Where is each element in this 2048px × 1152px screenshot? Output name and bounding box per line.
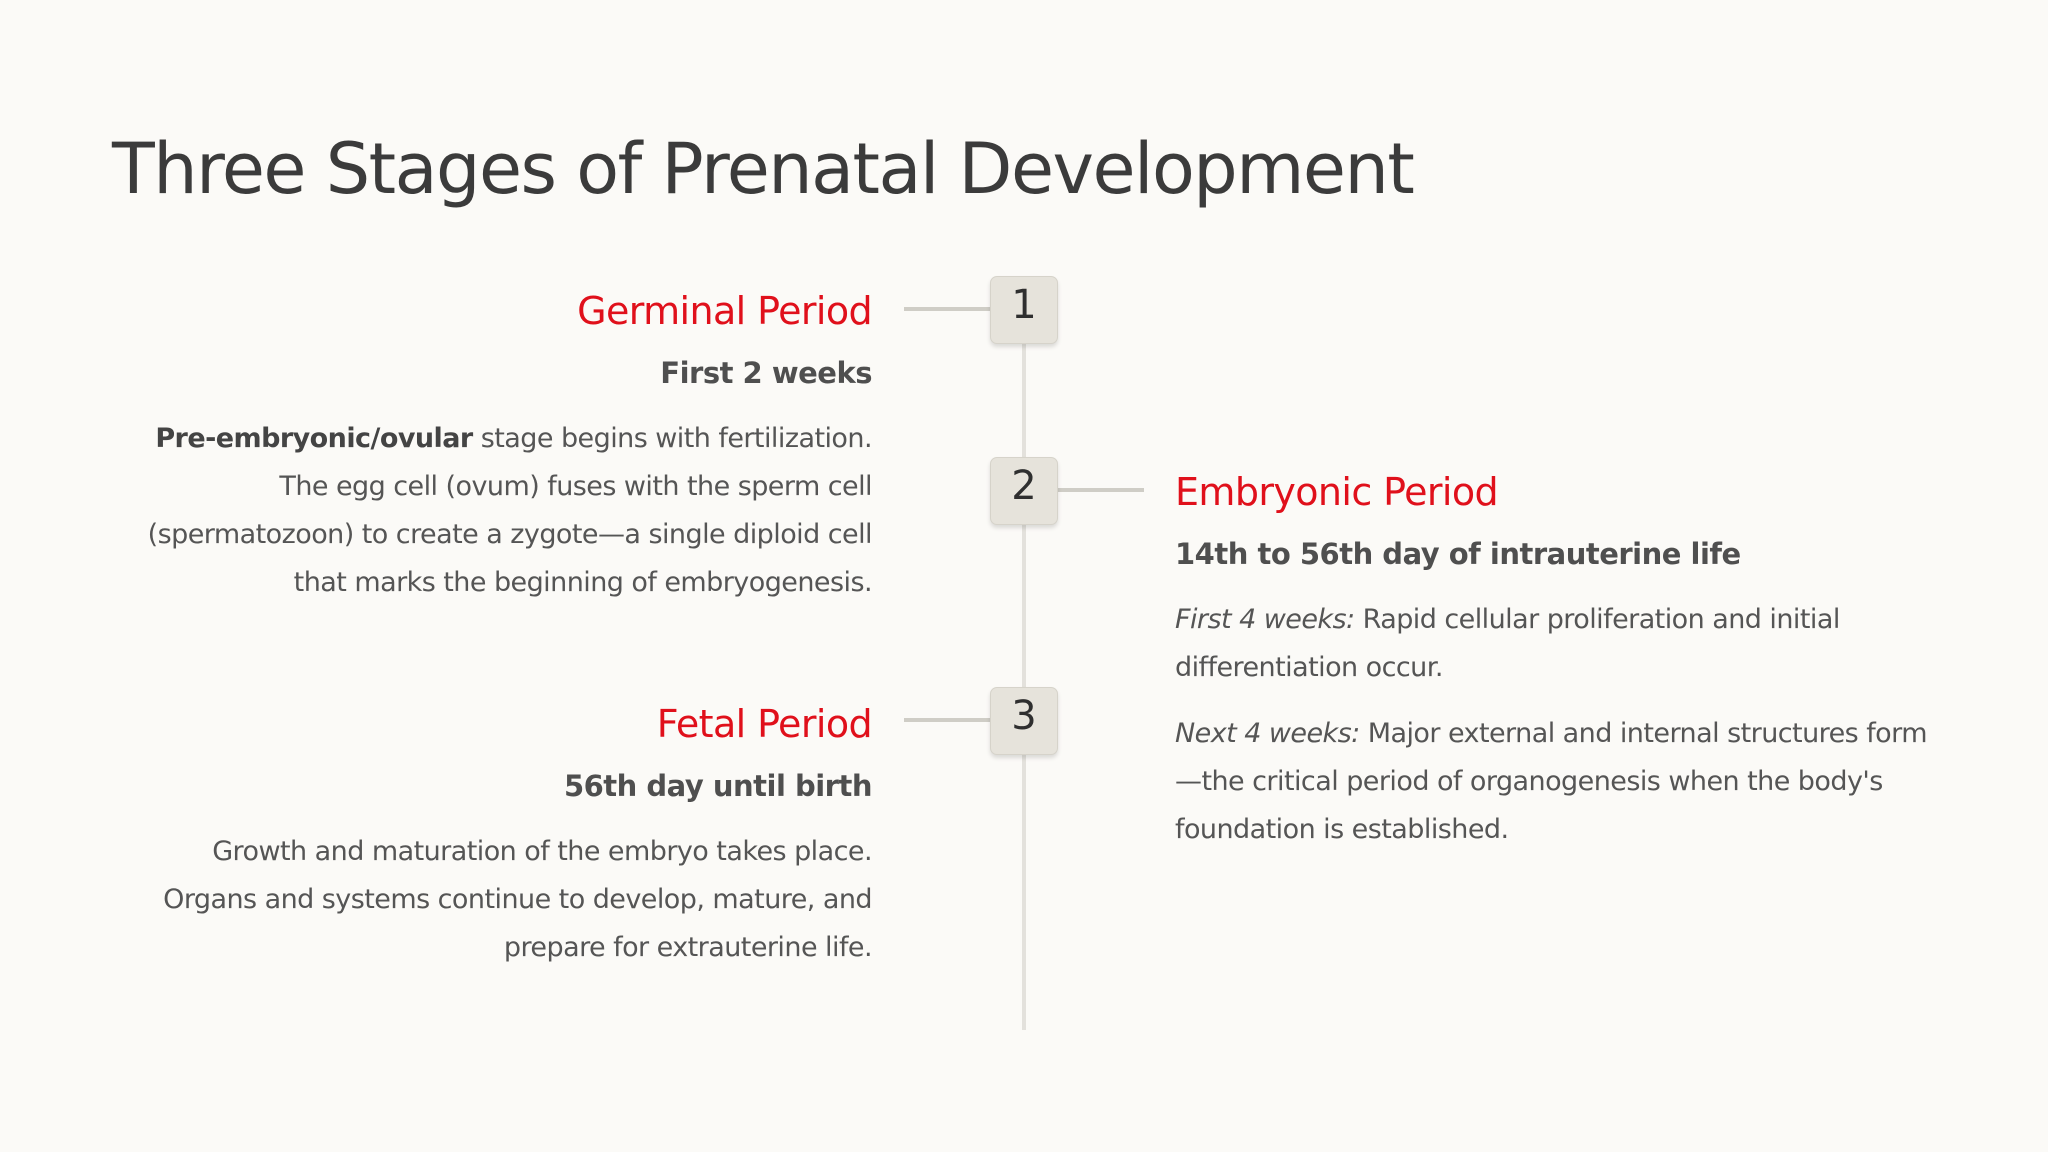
embryonic-period-next-weeks (1175, 710, 1935, 854)
embryonic-period-duration: 14th to 56th day of intrauterine life (1175, 537, 1741, 571)
embryonic-first-weeks-label: First 4 weeks: (1175, 604, 1355, 635)
germinal-period-block (112, 285, 872, 607)
stage-2-connector (1058, 488, 1144, 492)
embryonic-period-first-weeks (1175, 596, 1935, 692)
germinal-period-title: Germinal Period (577, 289, 872, 333)
germinal-period-description (112, 415, 872, 607)
stage-3-connector (904, 718, 990, 722)
germinal-period-description-lead: Pre-embryonic/ovular (155, 423, 473, 454)
embryonic-first-weeks-text: Rapid cellular proliferation and initial differentiation occur. (1175, 604, 1840, 683)
embryonic-next-weeks-label: Next 4 weeks: (1175, 718, 1360, 749)
embryonic-period-title: Embryonic Period (1175, 470, 1499, 514)
embryonic-period-block (1175, 466, 1935, 854)
timeline-line (1022, 310, 1026, 1030)
fetal-period-duration: 56th day until birth (563, 769, 872, 803)
germinal-period-description-text: stage begins with fertilization. The egg cell (ovum) fuses with the sperm cell (spermatozoon) to create a zygote—a single diploid cell that marks the beginning of embryogenesis. (147, 423, 872, 598)
stage-3-number-badge: 3 (990, 687, 1058, 755)
stage-1-number-badge: 1 (990, 276, 1058, 344)
stage-1-connector (904, 307, 990, 311)
fetal-period-block (112, 698, 872, 972)
stage-2-number-badge: 2 (990, 457, 1058, 525)
embryonic-next-weeks-text: Major external and internal structures form—the critical period of organogenesis when the body's foundation is established. (1175, 718, 1927, 845)
fetal-period-title: Fetal Period (656, 702, 872, 746)
germinal-period-duration: First 2 weeks (660, 356, 872, 390)
page-title: Three Stages of Prenatal Development (112, 128, 1414, 210)
fetal-period-description: Growth and maturation of the embryo takes place. Organs and systems continue to develop, mature, and prepare for extrauterine life. (163, 836, 872, 963)
